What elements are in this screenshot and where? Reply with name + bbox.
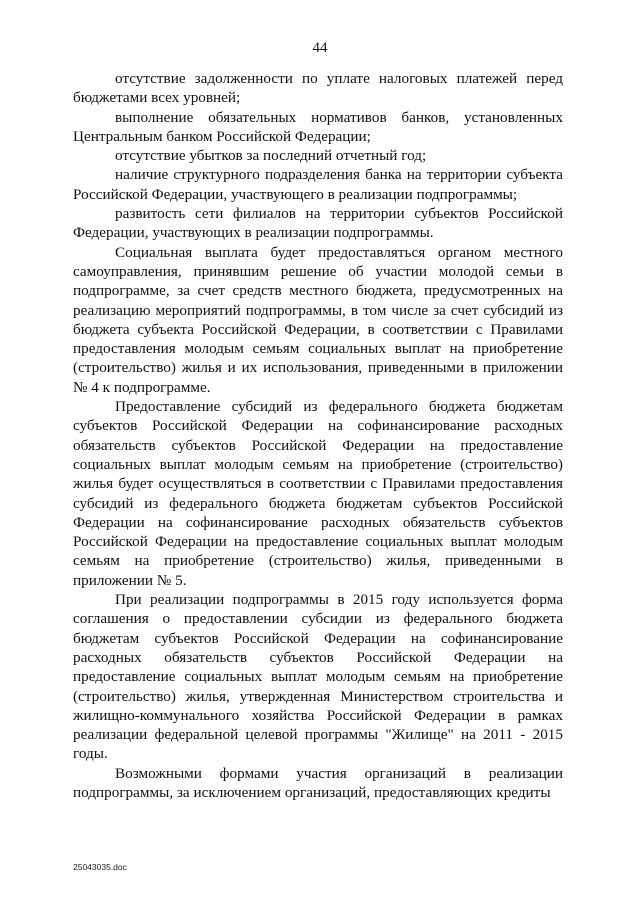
paragraph: Возможными формами участия организаций в реализации подпрограммы, за исключением организаций, предоставляющих кредиты <box>73 764 563 801</box>
paragraph: При реализации подпрограммы в 2015 году используется форма соглашения о предоставлении субсидии из федерального бюджета бюджетам субъектов Российской Федерации на софинансирование расходных обязательств субъектов Российской Федерации на предоставление социальных выплат молодым семьям на приобретение (строительство) жилья, утвержденная Министерством строительства и жилищно-коммунального хозяйства Российской Федерации в рамках реализации федеральной целевой программы "Жилище" на 2011 - 2015 годы. <box>73 591 563 763</box>
paragraph: отсутствие убытков за последний отчетный год; <box>115 147 427 165</box>
paragraph: Социальная выплата будет предоставляться органом местного самоуправления, принявшим решение об участии молодой семьи в подпрограмме, за счет средств местного бюджета, предусмотренных на реализацию мероприятий подпрограммы, в том числе за счет субсидий из бюджета субъекта Российской Федерации, в соответствии с Правилами предоставления молодым семьям социальных выплат на приобретение (строительство) жилья и их использования, приведенными в приложении № 4 к подпрограмме. <box>73 243 563 396</box>
paragraph: развитость сети филиалов на территории субъектов Российской Федерации, участвующих в реализации подпрограммы. <box>73 205 563 242</box>
paragraph: выполнение обязательных нормативов банков, установленных Центральным банком Российской Федерации; <box>73 108 563 145</box>
paragraph: Предоставление субсидий из федерального бюджета бюджетам субъектов Российской Федерации на софинансирование расходных обязательств субъектов Российской Федерации на предоставление социальных выплат молодым семьям на приобретение (строительство) жилья будет осуществляться в соответствии с Правилами предоставления субсидий из федерального бюджета бюджетам субъектов Российской Федерации на софинансирование расходных обязательств субъектов Российской Федерации на предоставление социальных выплат молодым семьям на приобретение (строительство) жилья, приведенными в приложении № 5. <box>73 398 563 589</box>
document-body <box>73 69 563 802</box>
paragraph: отсутствие задолженности по уплате налоговых платежей перед бюджетами всех уровней; <box>73 70 563 107</box>
paragraph: наличие структурного подразделения банка на территории субъекта Российской Федерации, участвующего в реализации подпрограммы; <box>73 166 563 203</box>
page-number: 44 <box>312 40 328 56</box>
footer-filename: 25043035.doc <box>73 862 127 872</box>
